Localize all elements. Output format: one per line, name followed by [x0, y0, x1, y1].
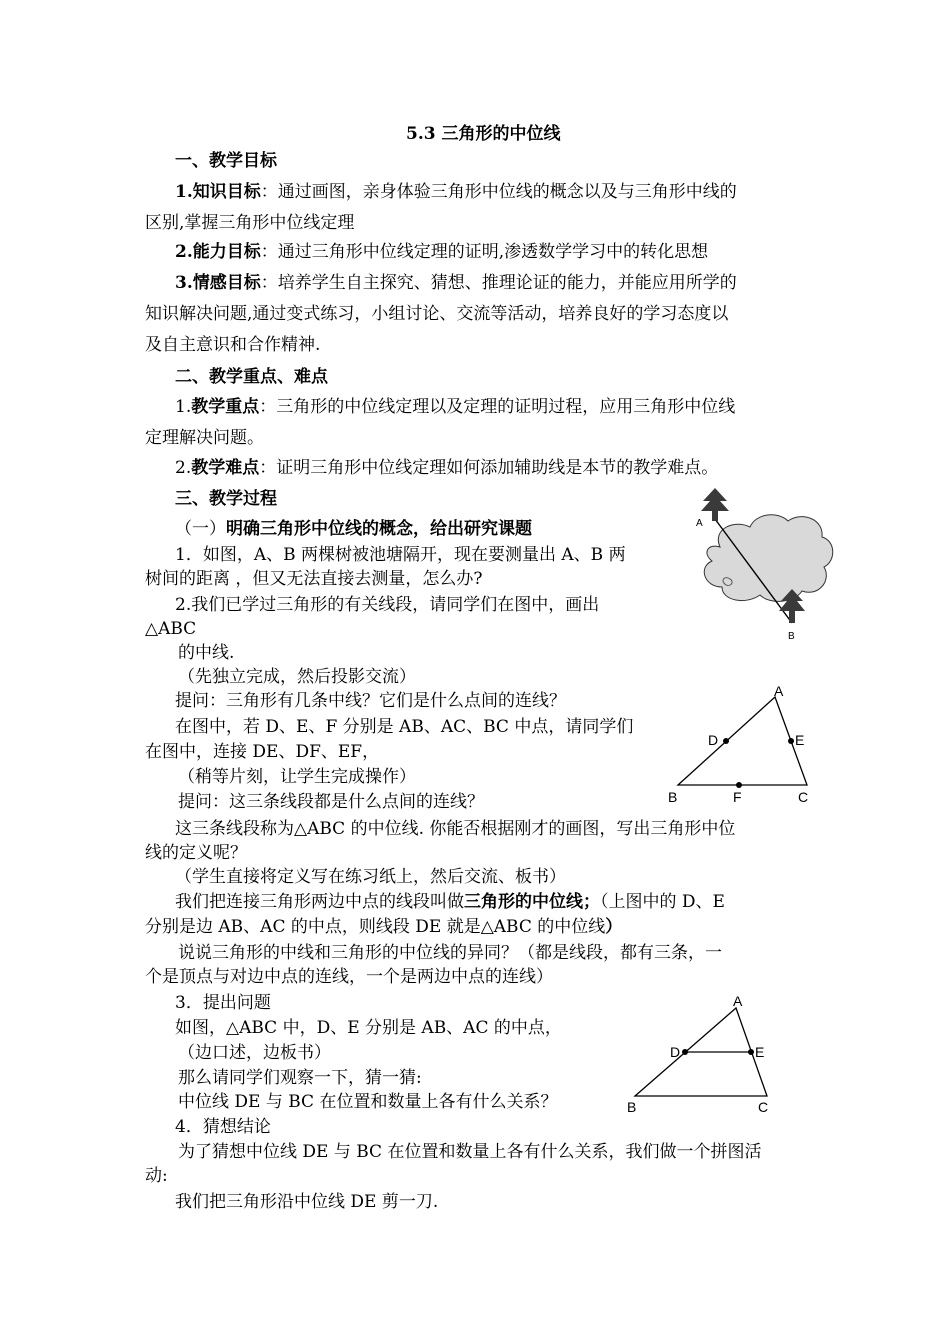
difficult-point-text: ：证明三角形中位线定理如何添加辅助线是本节的教学难点。 — [259, 458, 719, 478]
subsection-title-text: 明确三角形中位线的概念，给出研究课题 — [226, 519, 532, 539]
definition-note-cont: 分别是边 AB、AC 的中点，则线段 DE 就是△ABC 的中位线 — [145, 917, 606, 937]
label-d: D — [708, 732, 719, 748]
label-e: E — [795, 732, 805, 748]
point-d — [723, 738, 729, 744]
text-line: 2.我们已学过三角形的有关线段，请同学们在图中，画出 — [175, 595, 600, 615]
point-f — [736, 782, 742, 788]
objective-emotion — [175, 272, 737, 294]
text-line: 我们把三角形沿中位线 DE 剪一刀. — [175, 1192, 439, 1212]
label-d: D — [670, 1044, 681, 1060]
section-heading-key-points: 二、教学重点、难点 — [175, 367, 328, 387]
point-e — [748, 1049, 754, 1055]
key-point — [175, 396, 735, 418]
definition-term: 三角形的中位线； — [464, 892, 600, 912]
objective-knowledge-label: 1.知识目标 — [175, 182, 261, 202]
section-heading-objectives: 一、教学目标 — [175, 151, 277, 171]
objective-knowledge-cont: 区别,掌握三角形中位线定理 — [145, 213, 355, 233]
difficult-point-prefix: 2. — [175, 458, 192, 478]
text-line: 线的定义呢？ — [145, 843, 247, 863]
subsection-title — [175, 518, 532, 540]
definition-line-cont — [145, 916, 622, 938]
point-e — [788, 738, 794, 744]
text-line: 1．如图，A、B 两棵树被池塘隔开，现在要测量出 A、B 两 — [175, 545, 626, 565]
objective-emotion-cont2: 及自主意识和合作精神. — [145, 335, 321, 355]
text-line: 说说三角形的中线和三角形的中位线的异同？（都是线段，都有三条，一 — [178, 943, 722, 963]
page-title: 5.3 三角形的中位线 — [406, 124, 561, 144]
objective-ability — [175, 241, 708, 263]
triangle-figure-2 — [620, 990, 780, 1120]
subsection-paren: （一） — [175, 519, 226, 539]
text-line: 提问：这三条线段都是什么点间的连线？ — [178, 792, 484, 812]
text-line: 中位线 DE 与 BC 在位置和数量上各有什么关系？ — [178, 1092, 558, 1112]
text-line: 动: — [145, 1166, 168, 1186]
text-line: （边口述，边板书） — [178, 1043, 331, 1063]
label-a: A — [696, 518, 703, 529]
text-line: （先独立完成，然后投影交流） — [178, 667, 416, 687]
text-line: 为了猜想中位线 DE 与 BC 在位置和数量上各有什么关系，我们做一个拼图活 — [178, 1142, 762, 1162]
point-d — [682, 1049, 688, 1055]
objective-emotion-label: 3.情感目标 — [175, 273, 261, 293]
triangle-abc — [678, 697, 807, 785]
text-line: 的中线. — [178, 643, 235, 663]
definition-line — [175, 891, 725, 913]
text-line: 个是顶点与对边中点的连线，一个是两边中点的连线） — [145, 967, 553, 987]
text-line: 那么请同学们观察一下，猜一猜: — [178, 1068, 422, 1088]
key-point-label: 教学重点 — [191, 397, 260, 417]
label-b: B — [788, 631, 795, 642]
text-line: 树间的距离 ，但又无法直接去测量，怎么办? — [145, 569, 483, 589]
label-b: B — [627, 1099, 637, 1115]
objective-knowledge-text: ：通过画图，亲身体验三角形中位线的概念以及与三角形中线的 — [260, 182, 737, 202]
tree-a-icon — [701, 488, 729, 521]
text-line: （学生直接将定义写在练习纸上，然后交流、板书） — [175, 867, 566, 887]
text-line: △ABC — [145, 619, 197, 639]
text-line: 4．猜想结论 — [175, 1117, 271, 1137]
key-point-cont: 定理解决问题。 — [145, 428, 264, 448]
key-point-prefix: 1. — [175, 397, 192, 417]
objective-emotion-cont1: 知识解决问题,通过变式练习，小组讨论、交流等活动，培养良好的学习态度以 — [145, 304, 729, 324]
difficult-point-label: 教学难点 — [191, 458, 260, 478]
definition-text: 我们把连接三角形两边中点的线段叫做 — [175, 892, 464, 912]
label-c: C — [758, 1099, 769, 1115]
key-point-text: ：三角形的中位线定理以及定理的证明过程，应用三角形中位线 — [259, 397, 736, 417]
objective-knowledge — [175, 181, 737, 203]
objective-emotion-text: ：培养学生自主探究、猜想、推理论证的能力，并能应用所学的 — [260, 273, 737, 293]
label-a: A — [774, 683, 784, 699]
text-line: 在图中，连接 DE、DF、EF， — [145, 742, 380, 762]
label-a: A — [733, 993, 743, 1009]
definition-note: （上图中的 D、E — [600, 892, 725, 912]
text-line: 这三条线段称为△ABC 的中位线. 你能否根据刚才的画图，写出三角形中位 — [175, 819, 736, 839]
section-heading-process: 三、教学过程 — [175, 489, 277, 509]
label-e: E — [755, 1044, 765, 1060]
text-line: （稍等片刻，让学生完成操作） — [178, 767, 416, 787]
difficult-point — [175, 457, 718, 479]
text-line: 如图，△ABC 中，D、E 分别是 AB、AC 的中点， — [175, 1018, 562, 1038]
text-line: 3．提出问题 — [175, 993, 271, 1013]
pond-cloud — [704, 515, 832, 602]
label-c: C — [798, 789, 809, 805]
triangle-figure-1 — [663, 680, 823, 810]
text-line: 提问：三角形有几条中线？它们是什么点间的连线？ — [175, 691, 566, 711]
definition-note-close: ） — [605, 917, 623, 937]
label-b: B — [668, 789, 678, 805]
objective-ability-text: ：通过三角形中位线定理的证明,渗透数学学习中的转化思想 — [260, 242, 709, 262]
pond-figure — [690, 485, 840, 645]
text-line: 在图中，若 D、E、F 分别是 AB、AC、BC 中点，请同学们 — [175, 717, 634, 737]
label-f: F — [733, 789, 742, 805]
objective-ability-label: 2.能力目标 — [175, 242, 261, 262]
